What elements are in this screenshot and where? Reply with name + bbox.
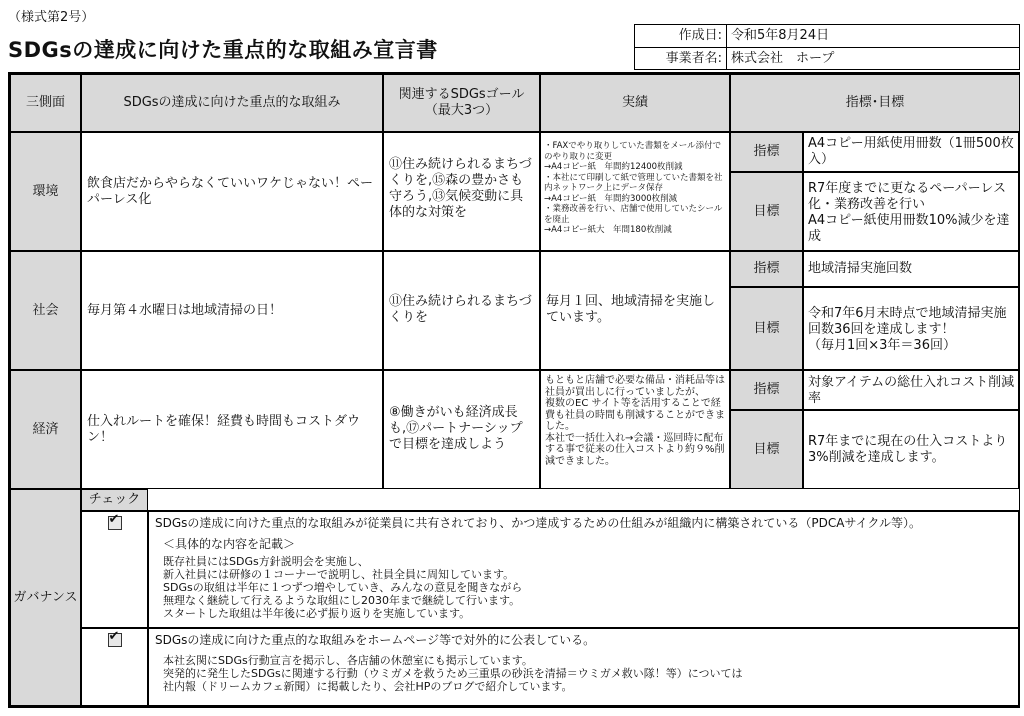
checkbox-checked-icon[interactable]: ✔ [108,633,122,647]
initiative-economy: 仕入れルートを確保！経費も時間もコストダウン！ [81,370,383,489]
aspect-governance: ガバナンス [10,489,81,706]
info-table [634,24,1020,70]
form-number: （様式第2号） [8,10,95,25]
header-goals: 関連するSDGsゴール （最大3つ） [383,74,540,132]
indicator-label-environment: 指標 [730,132,803,172]
goals-economy: ⑧働きがいも経済成長も,⑰パートナーシップで目標を達成しよう [383,370,540,489]
created-value: 令和5年8月24日 [731,28,830,43]
target-label-economy: 目標 [730,410,803,489]
goals-environment: ⑪住み続けられるまちづくりを,⑮森の豊かさも守ろう,⑬気候変動に具体的な対策を [383,132,540,251]
indicator-economy: 対象アイテムの総仕入れコスト削減率 [803,370,1020,410]
target-label-society: 目標 [730,287,803,370]
governance-item-2 [148,628,1020,706]
header-aspect: 三側面 [10,74,81,132]
company-row [635,47,1019,70]
indicator-label-society: 指標 [730,251,803,287]
created-label: 作成日: [635,25,727,47]
governance-item-1-sub: ＜具体的な内容を記載＞ [163,537,296,551]
goals-society: ⑪住み続けられるまちづくりを [383,251,540,370]
governance-check-1[interactable] [81,511,148,628]
target-label-environment: 目標 [730,172,803,251]
page-title: SDGsの達成に向けた重点的な取組み宣言書 [8,38,438,62]
header-initiative: SDGsの達成に向けた重点的な取組み [81,74,383,132]
check-header-spacer [148,489,1020,511]
initiative-environment: 飲食店だからやらなくていいワケじゃない！ペーパーレス化 [81,132,383,251]
governance-check-2[interactable] [81,628,148,706]
indicator-label-economy: 指標 [730,370,803,410]
target-society: 令和7年6月末時点で地域清掃実施回数36回を達成します！ （毎月1回×3年＝36回） [803,287,1020,370]
header-results: 実績 [540,74,730,132]
indicator-environment: A4コピー用紙使用冊数（1冊500枚入） [803,132,1020,172]
target-economy: R7年までに現在の仕入コストより3%削減を達成します。 [803,410,1020,489]
governance-item-1-text: SDGsの達成に向けた重点的な取組みが従業員に共有されており、かつ達成するための仕組みが組織内に構築されている（PDCAサイクル等）。 [155,516,922,530]
company-value: 株式会社 ホープ [731,51,835,66]
governance-item-2-text: SDGsの達成に向けた重点的な取組みをホームページ等で対外的に公表している。 [155,633,596,647]
initiative-society: 毎月第４水曜日は地域清掃の日！ [81,251,383,370]
governance-item-1 [148,511,1020,628]
target-environment: R7年度までに更なるペーパーレス化・業務改善を行い A4コピー紙使用冊数10%減少を達成 [803,172,1020,251]
declaration-table [8,72,1020,708]
governance-item-1-detail: 既存社員にはSDGs方針説明会を実施し、 新入社員には研修の１コーナーで説明し、社員全員に周知しています。 SDGsの取組は半年に１つずつ増やしていき、みんなの意見を聞きながら 無理なく継続して行えるような取組にし2030年まで継続して行います。 スタートした取組は半年後に必ず振り返りを実施しています。 [163,555,523,620]
results-society: 毎月１回、地域清掃を実施しています。 [540,251,730,370]
aspect-economy: 経済 [10,370,81,489]
company-label: 事業者名: [635,48,727,70]
created-row [635,25,1019,47]
results-economy: もともと店舗で必要な備品・消耗品等は社員が買出しに行っていましたが、 複数のEC サイト等を活用することで経費も社員の時間も削減することができました。 本社で一括仕入れ→会議・巡回時に配布する事で従来の仕入コストより約９%削減できました。 [540,370,730,489]
checkbox-checked-icon[interactable]: ✔ [108,516,122,530]
governance-item-2-detail: 本社玄関にSDGs行動宣言を掲示し、各店舗の休憩室にも掲示しています。 突発的に発生したSDGsに関連する行動（ウミガメを救うため三重県の砂浜を清掃＝ウミガメ救い隊！等）については 社内報（ドリームカフェ新聞）に掲載したり、会社HPのブログで紹介しています。 [163,654,743,693]
indicator-society: 地域清掃実施回数 [803,251,1020,287]
aspect-society: 社会 [10,251,81,370]
aspect-environment: 環境 [10,132,81,251]
results-environment: ・FAXでやり取りしていた書類をメール添付でのやり取りに変更 →A4コピー紙 年間約12400枚削減 ・本社にて印刷して紙で管理していた書類を社内ネットワーク上にデータ保存 →A4コピー紙 年間約3000枚削減 ・業務改善を行い、店舗で使用していたシールを廃止 →A4コピー紙大 年間180枚削減 [540,132,730,251]
check-header: チェック [81,489,148,511]
header-kpi: 指標･目標 [730,74,1020,132]
